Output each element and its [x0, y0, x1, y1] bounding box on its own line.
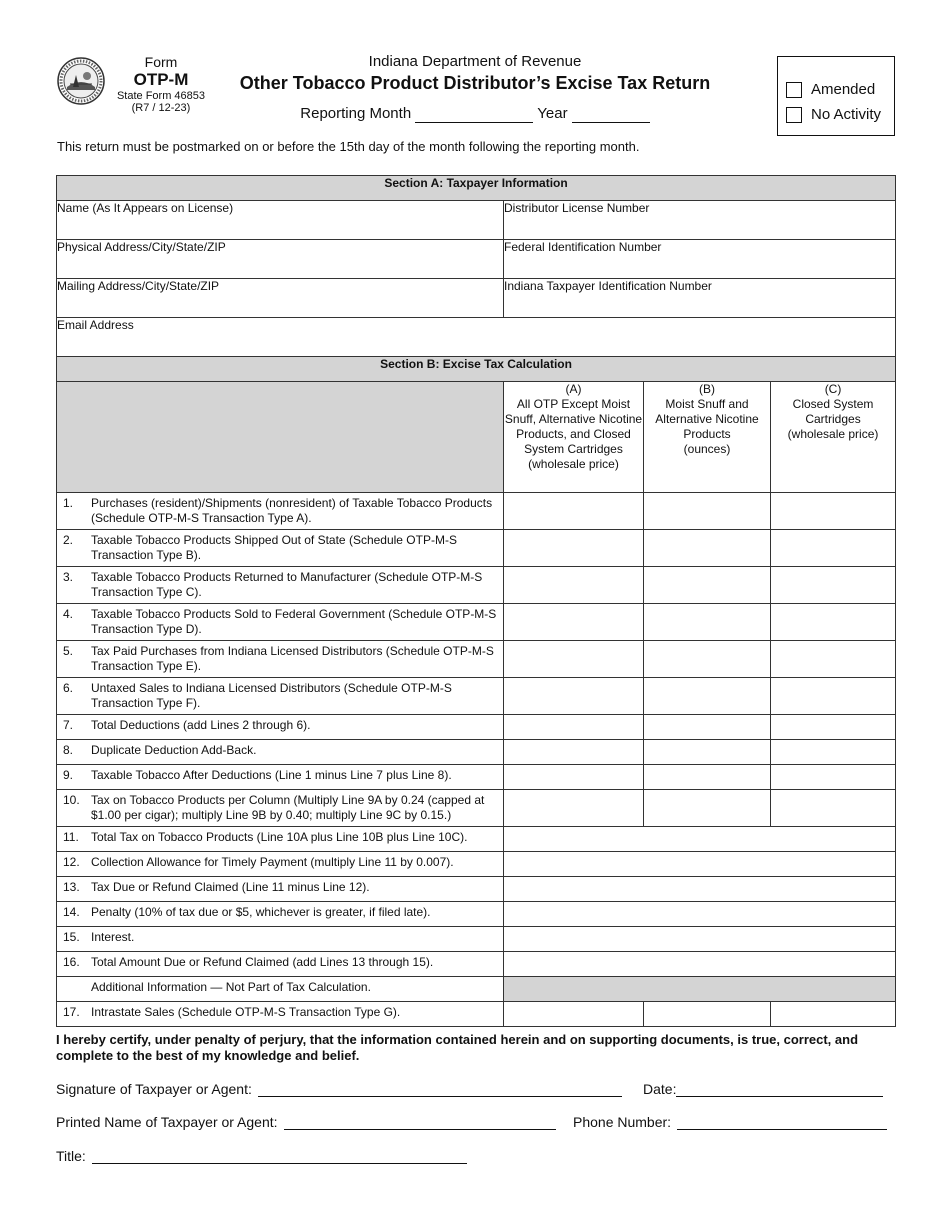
indiana-taxpayer-id-field[interactable] [504, 279, 896, 318]
line-text: Tax Due or Refund Claimed (Line 11 minus Line 12). [91, 880, 370, 894]
form-title: Other Tobacco Product Distributor’s Excise Tax Return [239, 73, 711, 93]
signature-row [56, 1081, 622, 1097]
line-5a-input[interactable] [504, 641, 644, 678]
phone-field[interactable] [677, 1116, 887, 1130]
form-revision: (R7 / 12-23) [131, 102, 191, 115]
line-4c-input[interactable] [771, 604, 896, 641]
license-number-field[interactable] [504, 201, 896, 240]
state-form-number: State Form 46853 [116, 89, 206, 102]
column-b-letter: (B) [699, 382, 715, 396]
table-row [57, 715, 896, 740]
postmark-notice: This return must be postmarked on or before the 15th day of the month following the reporting month. [57, 139, 640, 154]
additional-info-shaded [504, 977, 896, 1002]
line-1c-input[interactable] [771, 493, 896, 530]
line-8b-input[interactable] [644, 740, 771, 765]
form-label: Form [144, 54, 178, 70]
column-header-blank [57, 382, 504, 493]
line-text: Purchases (resident)/Shipments (nonresident) of Taxable Tobacco Products (Schedule OTP-M-S Transaction Type A). [91, 496, 493, 525]
line-7c-input[interactable] [771, 715, 896, 740]
column-c-letter: (C) [824, 382, 842, 396]
line-11-description [57, 827, 504, 852]
line-text: Penalty (10% of tax due or $5, whichever is greater, if filed late). [91, 905, 431, 919]
fein-label: Federal Identification Number [504, 240, 662, 254]
table-row [57, 952, 896, 977]
table-row [57, 977, 896, 1002]
line-6c-input[interactable] [771, 678, 896, 715]
signature-label: Signature of Taxpayer or Agent: [56, 1081, 252, 1097]
mailing-address-label: Mailing Address/City/State/ZIP [57, 279, 220, 293]
table-row [57, 902, 896, 927]
line-1-description [57, 493, 504, 530]
line-2a-input[interactable] [504, 530, 644, 567]
table-row [57, 790, 896, 827]
table-row [57, 852, 896, 877]
section-a-title: Section A: Taxpayer Information [57, 176, 896, 201]
column-b-description: Moist Snuff and Alternative Nicotine Products [655, 397, 759, 441]
line-10-description [57, 790, 504, 827]
line-16-description [57, 952, 504, 977]
line-text: Total Deductions (add Lines 2 through 6). [91, 718, 311, 732]
line-text: Tax on Tobacco Products per Column (Multiply Line 9A by 0.24 (capped at $1.00 per cigar); multiply Line 9B by 0.40; multiply Line 9C by 0.15.) [91, 793, 485, 822]
section-b-title: Section B: Excise Tax Calculation [57, 357, 896, 382]
line-14-input[interactable] [504, 902, 896, 927]
line-8-description [57, 740, 504, 765]
table-row [57, 740, 896, 765]
line-number: 9. [63, 768, 74, 782]
table-row [57, 877, 896, 902]
physical-address-label: Physical Address/City/State/ZIP [57, 240, 226, 254]
line-5b-input[interactable] [644, 641, 771, 678]
agency-name: Indiana Department of Revenue [368, 53, 582, 70]
amended-option [786, 77, 894, 102]
table-row [57, 530, 896, 567]
line-number: 10. [63, 793, 80, 807]
line-number: 7. [63, 718, 74, 732]
line-9-description [57, 765, 504, 790]
amended-label: Amended [811, 81, 876, 98]
line-3a-input[interactable] [504, 567, 644, 604]
line-5c-input[interactable] [771, 641, 896, 678]
line-text: Duplicate Deduction Add-Back. [91, 743, 257, 757]
line-14-description [57, 902, 504, 927]
line-15-description [57, 927, 504, 952]
line-10b-input[interactable] [644, 790, 771, 827]
line-1b-input[interactable] [644, 493, 771, 530]
line-2-description [57, 530, 504, 567]
table-row [57, 827, 896, 852]
table-row [57, 678, 896, 715]
line-text: Taxable Tobacco Products Returned to Manufacturer (Schedule OTP-M-S Transaction Type C). [91, 570, 483, 599]
line-text: Additional Information — Not Part of Tax Calculation. [91, 980, 371, 994]
no-activity-checkbox[interactable] [786, 107, 802, 123]
name-field[interactable] [57, 201, 504, 240]
line-13-input[interactable] [504, 877, 896, 902]
line-17-description [57, 1002, 504, 1027]
state-seal-icon [57, 57, 105, 105]
line-9a-input[interactable] [504, 765, 644, 790]
line-9c-input[interactable] [771, 765, 896, 790]
amended-checkbox[interactable] [786, 82, 802, 98]
form-number: OTP-M [133, 70, 189, 90]
line-3-description [57, 567, 504, 604]
line-text: Total Amount Due or Refund Claimed (add Lines 13 through 15). [91, 955, 434, 969]
date-row [643, 1081, 883, 1097]
table-row [57, 604, 896, 641]
line-10c-input[interactable] [771, 790, 896, 827]
date-label: Date: [643, 1081, 677, 1097]
return-status-box [777, 56, 895, 136]
title-field[interactable] [92, 1150, 467, 1164]
line-number: 13. [63, 880, 80, 894]
line-9b-input[interactable] [644, 765, 771, 790]
line-number: 5. [63, 644, 74, 658]
line-number: 1. [63, 496, 74, 510]
line-number: 14. [63, 905, 80, 919]
form-identification [110, 54, 212, 115]
column-a-header [504, 382, 644, 493]
line-5-description [57, 641, 504, 678]
line-text: Taxable Tobacco Products Sold to Federal Government (Schedule OTP-M-S Transaction Type D). [91, 607, 497, 636]
date-field[interactable] [676, 1083, 883, 1097]
line-number: 3. [63, 570, 74, 584]
line-text: Untaxed Sales to Indiana Licensed Distributors (Schedule OTP-M-S Transaction Type F). [91, 681, 452, 710]
line-15-input[interactable] [504, 927, 896, 952]
indiana-taxpayer-id-label: Indiana Taxpayer Identification Number [504, 279, 712, 293]
phone-row [573, 1114, 887, 1130]
printed-name-row [56, 1114, 556, 1130]
line-7b-input[interactable] [644, 715, 771, 740]
column-a-unit: (wholesale price) [528, 457, 619, 471]
line-1a-input[interactable] [504, 493, 644, 530]
line-number: 17. [63, 1005, 80, 1019]
line-8c-input[interactable] [771, 740, 896, 765]
line-3b-input[interactable] [644, 567, 771, 604]
line-4b-input[interactable] [644, 604, 771, 641]
line-number: 15. [63, 930, 80, 944]
line-number: 16. [63, 955, 80, 969]
signature-field[interactable] [258, 1083, 622, 1097]
line-4-description [57, 604, 504, 641]
column-b-header [644, 382, 771, 493]
line-text: Total Tax on Tobacco Products (Line 10A plus Line 10B plus Line 10C). [91, 830, 468, 844]
reporting-period [220, 104, 730, 123]
no-activity-option [786, 102, 894, 127]
phone-label: Phone Number: [573, 1114, 672, 1130]
line-7-description [57, 715, 504, 740]
table-row [57, 765, 896, 790]
physical-address-field[interactable] [57, 240, 504, 279]
line-13-description [57, 877, 504, 902]
table-row [57, 567, 896, 604]
email-label: Email Address [57, 318, 134, 332]
line-17a-input[interactable] [504, 1002, 644, 1027]
table-row [57, 1002, 896, 1027]
line-number [63, 980, 91, 995]
reporting-month-field[interactable] [415, 108, 533, 123]
column-c-description: Closed System Cartridges [792, 397, 874, 426]
mailing-address-field[interactable] [57, 279, 504, 318]
line-number: 4. [63, 607, 74, 621]
line-text: Taxable Tobacco After Deductions (Line 1 minus Line 7 plus Line 8). [91, 768, 452, 782]
line-number: 11. [63, 830, 79, 844]
printed-name-label: Printed Name of Taxpayer or Agent: [56, 1114, 278, 1130]
year-label: Year [537, 105, 568, 122]
printed-name-field[interactable] [284, 1116, 556, 1130]
line-17b-input[interactable] [644, 1002, 771, 1027]
line-text: Taxable Tobacco Products Shipped Out of State (Schedule OTP-M-S Transaction Type B). [91, 533, 457, 562]
tax-return-table [56, 175, 896, 1027]
line-2b-input[interactable] [644, 530, 771, 567]
line-6a-input[interactable] [504, 678, 644, 715]
line-text: Collection Allowance for Timely Payment (multiply Line 11 by 0.007). [91, 855, 454, 869]
line-number: 2. [63, 533, 74, 547]
title-row [56, 1148, 467, 1164]
line-12-input[interactable] [504, 852, 896, 877]
line-16-input[interactable] [504, 952, 896, 977]
line-3c-input[interactable] [771, 567, 896, 604]
no-activity-label: No Activity [811, 106, 882, 123]
title-label: Title: [56, 1148, 86, 1164]
fein-field[interactable] [504, 240, 896, 279]
column-b-unit: (ounces) [683, 442, 731, 456]
license-number-label: Distributor License Number [504, 201, 650, 215]
reporting-month-label: Reporting Month [300, 105, 412, 122]
name-label: Name (As It Appears on License) [57, 201, 234, 215]
line-4a-input[interactable] [504, 604, 644, 641]
email-field[interactable] [57, 318, 896, 357]
line-text: Tax Paid Purchases from Indiana Licensed Distributors (Schedule OTP-M-S Transaction Type E). [91, 644, 494, 673]
line-number: 12. [63, 855, 80, 869]
line-6b-input[interactable] [644, 678, 771, 715]
table-row [57, 927, 896, 952]
table-row [57, 641, 896, 678]
certification-statement: I hereby certify, under penalty of perjury, that the information contained herein and on supporting documents, is true, correct, and complete to the best of my knowledge and belief. [56, 1032, 859, 1063]
line-2c-input[interactable] [771, 530, 896, 567]
line-number: 8. [63, 743, 74, 757]
column-a-letter: (A) [565, 382, 582, 396]
line-12-description [57, 852, 504, 877]
line-text: Intrastate Sales (Schedule OTP-M-S Transaction Type G). [91, 1005, 401, 1019]
line-10a-input[interactable] [504, 790, 644, 827]
line-11-input[interactable] [504, 827, 896, 852]
line-number: 6. [63, 681, 74, 695]
year-field[interactable] [572, 108, 650, 123]
line-6-description [57, 678, 504, 715]
additional-info-description [57, 977, 504, 1002]
line-8a-input[interactable] [504, 740, 644, 765]
form-header [220, 52, 730, 123]
line-text: Interest. [91, 930, 135, 944]
table-row [57, 493, 896, 530]
line-7a-input[interactable] [504, 715, 644, 740]
column-c-unit: (wholesale price) [787, 427, 879, 441]
column-a-description: All OTP Except Moist Snuff, Alternative Nicotine Products, and Closed System Cartridges [504, 397, 643, 456]
line-17c-input[interactable] [771, 1002, 896, 1027]
column-c-header [771, 382, 896, 493]
